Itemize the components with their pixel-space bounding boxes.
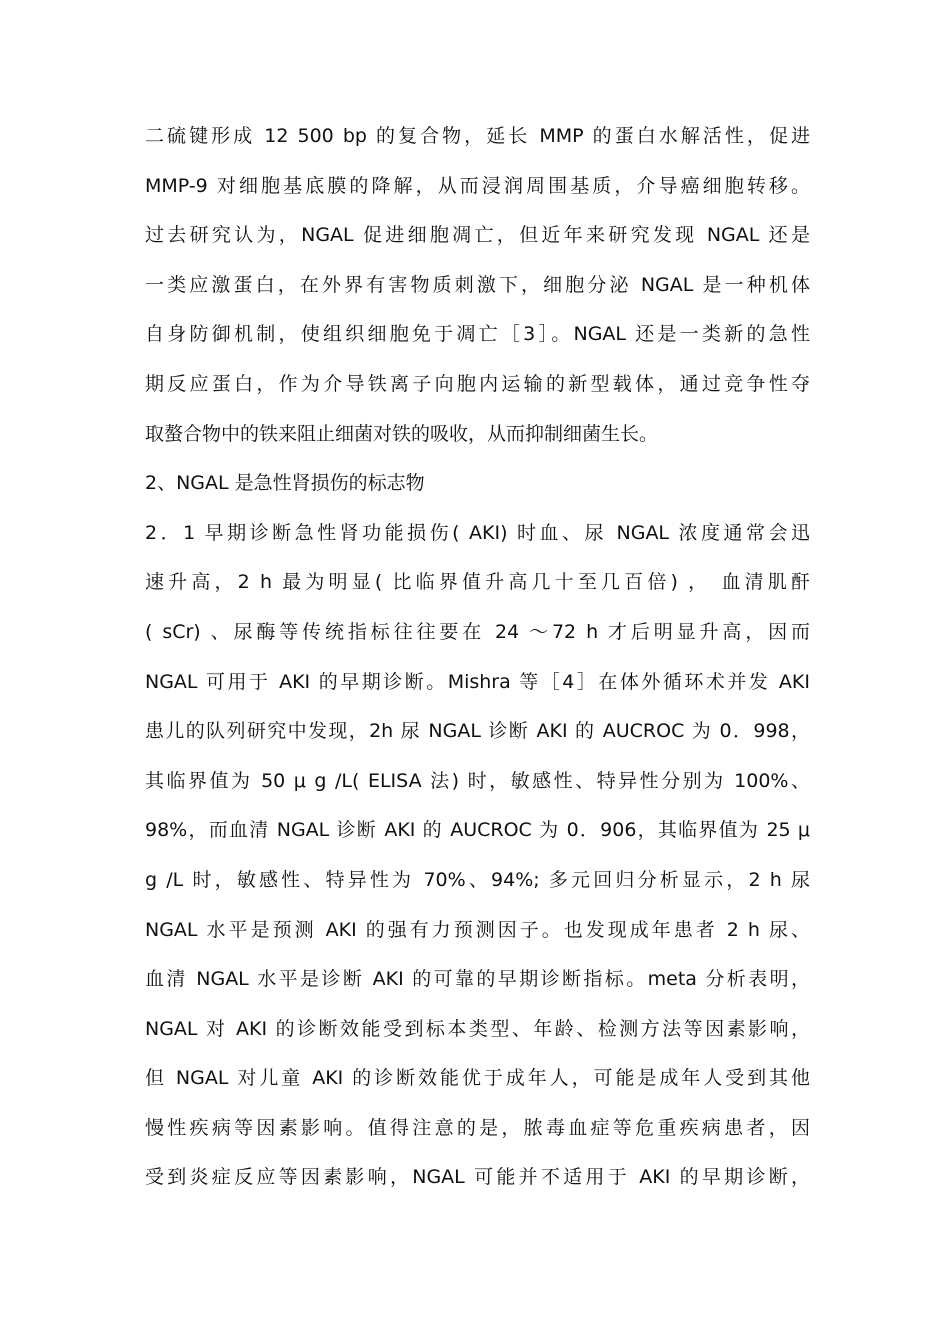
text-line: NGAL 水平是预测 AKI 的强有力预测因子。也发现成年患者 2 h 尿、 [145, 918, 810, 941]
paragraph-end-line: 取螯合物中的铁来阻止细菌对铁的吸收，从而抑制细菌生长。 [145, 422, 659, 445]
section-heading: 2、NGAL 是急性肾损伤的标志物 [145, 472, 425, 495]
text-line: 速升高，2 h 最为明显( 比临界值升高几十至几百倍) ， 血清肌酐 [145, 571, 810, 594]
body-text [145, 112, 810, 1203]
text-line: 受到炎症反应等因素影响，NGAL 可能并不适用于 AKI 的早期诊断， [145, 1166, 810, 1189]
text-line: 98%，而血清 NGAL 诊断 AKI 的 AUCROC 为 0．906，其临界值为 25 μ [145, 819, 810, 842]
text-line: NGAL 对 AKI 的诊断效能受到标本类型、年龄、检测方法等因素影响， [145, 1017, 810, 1040]
text-line: 2．1 早期诊断急性肾功能损伤( AKI) 时血、尿 NGAL 浓度通常会迅 [145, 521, 810, 544]
text-line: 二硫键形成 12 500 bp 的复合物，延长 MMP 的蛋白水解活性，促进 [145, 125, 810, 147]
text-line: g /L 时，敏感性、特异性为 70%、94%; 多元回归分析显示，2 h 尿 [145, 868, 810, 891]
text-line: 其临界值为 50 μ g /L( ELISA 法) 时，敏感性、特异性分别为 100%、 [145, 769, 810, 792]
text-line: 一类应激蛋白，在外界有害物质刺激下，细胞分泌 NGAL 是一种机体 [145, 273, 810, 296]
text-line: 过去研究认为，NGAL 促进细胞凋亡，但近年来研究发现 NGAL 还是 [145, 224, 810, 247]
text-line: 期反应蛋白，作为介导铁离子向胞内运输的新型载体，通过竞争性夺 [145, 372, 810, 395]
text-line: 慢性疾病等因素影响。值得注意的是，脓毒血症等危重疾病患者，因 [145, 1116, 810, 1139]
text-line: MMP-9 对细胞基底膜的降解，从而浸润周围基质，介导癌细胞转移。 [145, 174, 810, 197]
text-line: 但 NGAL 对儿童 AKI 的诊断效能优于成年人，可能是成年人受到其他 [145, 1067, 810, 1090]
text-line: 患儿的队列研究中发现，2h 尿 NGAL 诊断 AKI 的 AUCROC 为 0．998， [145, 720, 810, 743]
text-line: NGAL 可用于 AKI 的早期诊断。Mishra 等［4］在体外循环术并发 AKI [145, 670, 810, 693]
text-line: 自身防御机制，使组织细胞免于凋亡［3］。NGAL 还是一类新的急性 [145, 323, 810, 346]
text-line: 血清 NGAL 水平是诊断 AKI 的可靠的早期诊断指标。meta 分析表明， [145, 968, 810, 991]
text-line: ( sCr) 、尿酶等传统指标往往要在 24 ～72 h 才后明显升高，因而 [145, 620, 810, 643]
